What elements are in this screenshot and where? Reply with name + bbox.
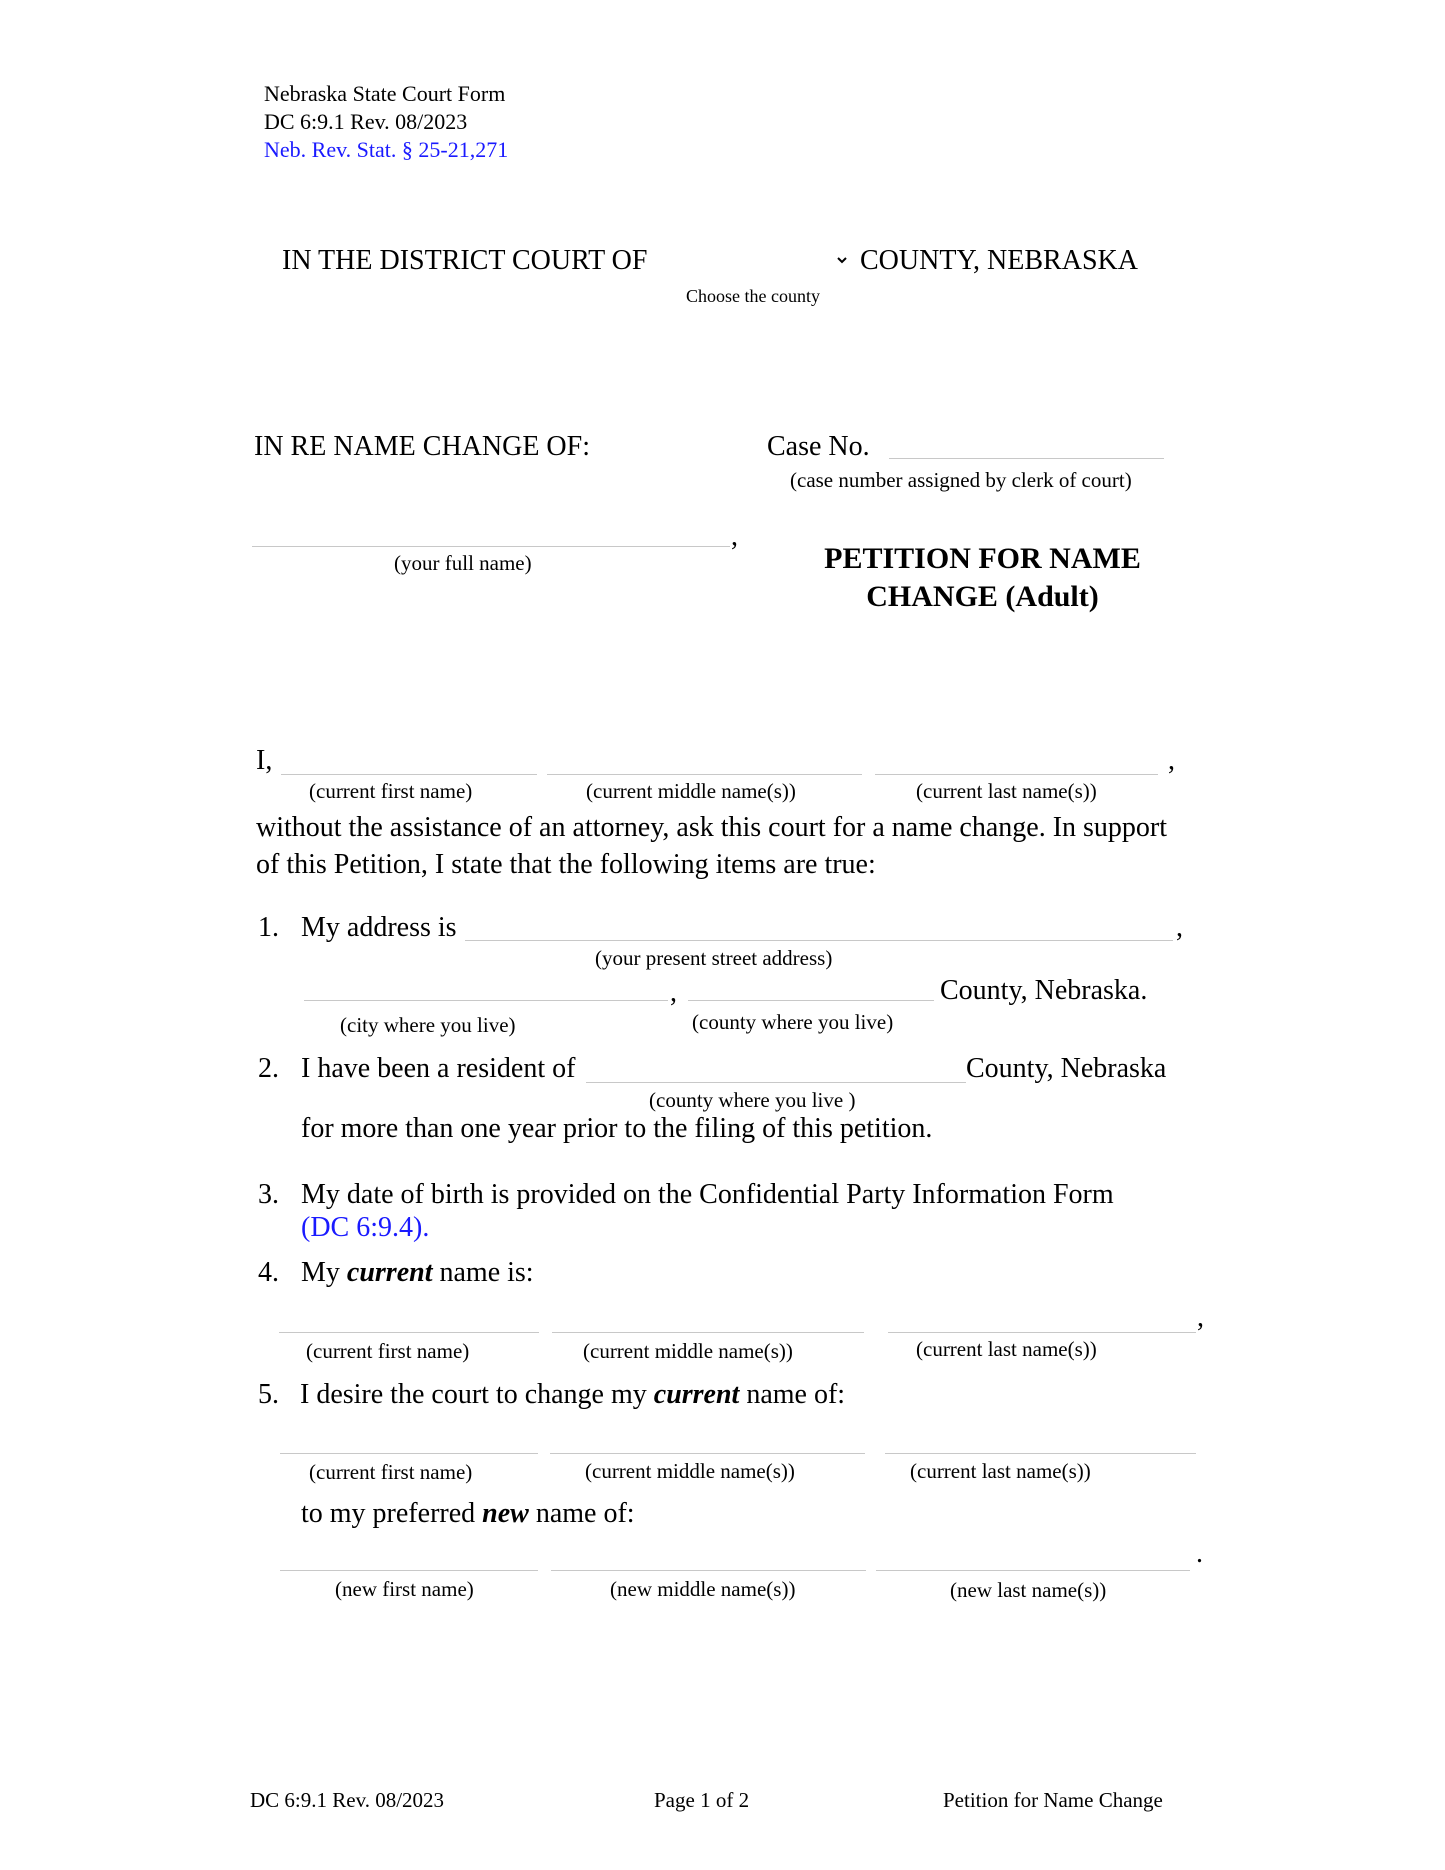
item2-suffix: County, Nebraska bbox=[966, 1053, 1167, 1084]
footer-form-number: DC 6:9.1 Rev. 08/2023 bbox=[250, 1788, 445, 1812]
intro-line2: of this Petition, I state that the following items are true: bbox=[256, 849, 876, 880]
item1-text: My address is bbox=[301, 912, 457, 943]
street-address-field[interactable] bbox=[465, 914, 1173, 941]
change-from-first-name-field[interactable] bbox=[280, 1427, 538, 1454]
item5-text bbox=[300, 1379, 845, 1411]
form-number: DC 6:9.1 Rev. 08/2023 bbox=[264, 109, 468, 134]
new-last-name-field[interactable] bbox=[876, 1544, 1190, 1571]
statute-link[interactable]: Neb. Rev. Stat. § 25-21,271 bbox=[264, 137, 509, 162]
item1-county-suffix: County, Nebraska. bbox=[940, 975, 1148, 1006]
residence-county-field[interactable] bbox=[586, 1056, 966, 1083]
intro-first-name-field[interactable] bbox=[281, 748, 537, 775]
intro-first-hint: (current first name) bbox=[309, 779, 473, 803]
item2-text: I have been a resident of bbox=[301, 1053, 576, 1084]
item5-to-post: name of: bbox=[528, 1498, 635, 1529]
city-field[interactable] bbox=[304, 974, 668, 1001]
intro-last-name-field[interactable] bbox=[875, 748, 1158, 775]
item5-post: name of: bbox=[739, 1379, 846, 1410]
confidential-form-link[interactable]: (DC 6:9.4) bbox=[301, 1212, 423, 1243]
item4-text bbox=[301, 1257, 534, 1289]
item4-post: name is: bbox=[432, 1257, 534, 1288]
petition-title bbox=[790, 540, 1175, 616]
petition-title-line1: PETITION FOR NAME bbox=[824, 542, 1141, 575]
footer-form-title: Petition for Name Change bbox=[943, 1788, 1163, 1812]
item5-first-hint: (current first name) bbox=[309, 1460, 473, 1484]
intro-middle-name-field[interactable] bbox=[547, 748, 862, 775]
item4-middle-hint: (current middle name(s)) bbox=[583, 1339, 793, 1363]
footer-page-number: Page 1 of 2 bbox=[654, 1788, 750, 1812]
county-field[interactable] bbox=[688, 974, 934, 1001]
change-from-middle-name-field[interactable] bbox=[550, 1427, 865, 1454]
item5-to-emphasis: new bbox=[482, 1498, 529, 1529]
intro-comma: , bbox=[1168, 745, 1175, 776]
new-first-hint: (new first name) bbox=[335, 1577, 474, 1601]
full-name-comma: , bbox=[731, 521, 738, 552]
full-name-hint: (your full name) bbox=[394, 551, 532, 575]
petition-title-line2: CHANGE (Adult) bbox=[866, 580, 1099, 613]
item1-comma: , bbox=[1176, 912, 1183, 943]
court-suffix: COUNTY, NEBRASKA bbox=[860, 245, 1138, 276]
street-address-hint: (your present street address) bbox=[595, 946, 833, 970]
new-last-hint: (new last name(s)) bbox=[950, 1578, 1107, 1602]
item5-period: . bbox=[1196, 1538, 1203, 1569]
city-hint: (city where you live) bbox=[340, 1013, 516, 1037]
county-hint: Choose the county bbox=[686, 286, 820, 306]
item5-middle-hint: (current middle name(s)) bbox=[585, 1459, 795, 1483]
intro-last-hint: (current last name(s)) bbox=[916, 779, 1097, 803]
item5-emphasis: current bbox=[653, 1379, 740, 1410]
change-from-last-name-field[interactable] bbox=[885, 1427, 1196, 1454]
item4-number: 4. bbox=[258, 1257, 279, 1288]
item2-line2: for more than one year prior to the filing of this petition. bbox=[301, 1113, 933, 1144]
item5-number: 5. bbox=[258, 1379, 279, 1410]
case-no-label: Case No. bbox=[767, 431, 870, 462]
residence-county-hint: (county where you live ) bbox=[649, 1088, 856, 1112]
case-number-field[interactable] bbox=[889, 432, 1164, 459]
new-middle-hint: (new middle name(s)) bbox=[610, 1577, 796, 1601]
current-first-name-field[interactable] bbox=[279, 1306, 539, 1333]
item3-link-line bbox=[301, 1212, 429, 1244]
county-select[interactable] bbox=[660, 247, 850, 273]
item5-pre: I desire the court to change my bbox=[300, 1379, 654, 1410]
form-name: Nebraska State Court Form bbox=[264, 81, 506, 106]
item5-to-pre: to my preferred bbox=[301, 1498, 483, 1529]
new-first-name-field[interactable] bbox=[280, 1544, 538, 1571]
intro-middle-hint: (current middle name(s)) bbox=[586, 779, 796, 803]
case-no-hint: (case number assigned by clerk of court) bbox=[790, 468, 1132, 492]
item5-to-text bbox=[301, 1498, 635, 1530]
item3-period: . bbox=[422, 1212, 430, 1243]
item5-last-hint: (current last name(s)) bbox=[910, 1459, 1091, 1483]
full-name-field[interactable] bbox=[252, 520, 730, 547]
current-last-name-field[interactable] bbox=[888, 1306, 1196, 1333]
item4-first-hint: (current first name) bbox=[306, 1339, 470, 1363]
intro-line1: without the assistance of an attorney, ask this court for a name change. In support bbox=[256, 812, 1168, 843]
intro-i: I, bbox=[256, 745, 273, 776]
court-prefix: IN THE DISTRICT COURT OF bbox=[282, 245, 648, 276]
item4-emphasis: current bbox=[346, 1257, 433, 1288]
new-middle-name-field[interactable] bbox=[551, 1544, 866, 1571]
item4-last-hint: (current last name(s)) bbox=[916, 1337, 1097, 1361]
item2-number: 2. bbox=[258, 1053, 279, 1084]
current-middle-name-field[interactable] bbox=[552, 1306, 864, 1333]
in-re-label: IN RE NAME CHANGE OF: bbox=[254, 431, 590, 462]
item4-comma: , bbox=[1197, 1302, 1204, 1333]
item1-city-comma: , bbox=[670, 977, 677, 1008]
item1-number: 1. bbox=[258, 912, 279, 943]
item4-pre: My bbox=[301, 1257, 347, 1288]
item3-text: My date of birth is provided on the Confidential Party Information Form bbox=[301, 1179, 1114, 1210]
county-hint-1: (county where you live) bbox=[692, 1010, 894, 1034]
item3-number: 3. bbox=[258, 1179, 279, 1210]
